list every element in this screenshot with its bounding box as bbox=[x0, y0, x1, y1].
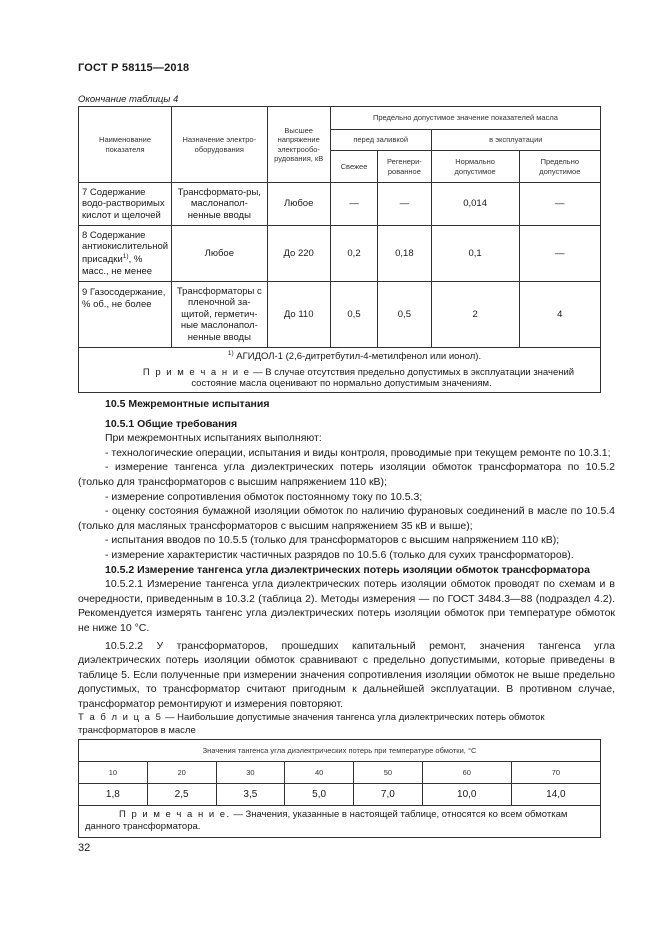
row-max: — bbox=[519, 226, 600, 282]
header-operation: в эксплуатации bbox=[431, 130, 600, 151]
table5-caption-label: Т а б л и ц а 5 bbox=[78, 712, 163, 723]
header-limit: Предельно допустимое значение показателей масла bbox=[330, 107, 600, 130]
list-item: - измерение характеристик частичных разрядов по 10.5.6 (только для сухих трансформаторов). bbox=[105, 548, 574, 561]
table5-caption bbox=[78, 712, 615, 737]
body-text bbox=[78, 397, 615, 711]
row-max: — bbox=[519, 183, 600, 226]
value-cell: 2,5 bbox=[147, 784, 216, 806]
row-max: 4 bbox=[519, 282, 600, 348]
row-purpose: Любое bbox=[172, 226, 267, 282]
value-cell: 1,8 bbox=[79, 784, 148, 806]
row-name bbox=[79, 226, 172, 282]
row-regen: 0,5 bbox=[378, 282, 431, 348]
page-number: 32 bbox=[78, 842, 91, 854]
paragraph: При межремонтных испытаниях выполняют: bbox=[105, 432, 322, 445]
row-regen: 0,18 bbox=[378, 226, 431, 282]
temp-cell: 70 bbox=[511, 762, 600, 784]
list-item: - измерение сопротивления обмоток постоянному току по 10.5.3; bbox=[105, 490, 423, 503]
subsection-heading: 10.5.1 Общие требования bbox=[105, 417, 238, 430]
value-cell: 5,0 bbox=[285, 784, 354, 806]
row-purpose: Трансформато-ры, маслонапол-ненные вводы bbox=[172, 183, 267, 226]
header-before: перед заливкой bbox=[330, 130, 431, 151]
table-4 bbox=[78, 106, 601, 393]
header-regen: Регенери-рованное bbox=[378, 151, 431, 183]
paragraph: 10.5.2.1 Измерение тангенса угла диэлектрических потерь изоляции обмоток проводят по схемам и в очередности, приведенным в 10.3.2 (таблица 2). Методы измерения — по ГОСТ 3484.3—88 (подраздел 4.2). Рекомендуется измерять тангенс угла диэлектрических потерь изоляции обмоток при температуре обмоток не ниже 10 °С. bbox=[78, 578, 615, 634]
temp-cell: 40 bbox=[285, 762, 354, 784]
value-cell: 7,0 bbox=[354, 784, 423, 806]
row-fresh: — bbox=[330, 183, 377, 226]
header-fresh: Свежее bbox=[330, 151, 377, 183]
value-cell: 14,0 bbox=[511, 784, 600, 806]
row-voltage: До 110 bbox=[267, 282, 330, 348]
footnote-mark: 1) bbox=[227, 350, 234, 357]
section-heading: 10.5 Межремонтные испытания bbox=[105, 398, 270, 410]
header-max: Предельно допустимое bbox=[519, 151, 600, 183]
table-row bbox=[79, 183, 601, 226]
table5-header: Значения тангенса угла диэлектрических потерь при температуре обмотки, °С bbox=[79, 740, 601, 762]
row-voltage: До 220 bbox=[267, 226, 330, 282]
row-normal: 2 bbox=[431, 282, 519, 348]
note-text: — В случае отсутствия предельно допустимых в эксплуатации значений состояние масла оценивают по нормально допустимым значениям. bbox=[191, 366, 575, 390]
list-item: - технологические операции, испытания и виды контроля, проводимые при текущем ремонте по 10.3.1; bbox=[105, 446, 611, 459]
header-voltage: Высшее напряжение электрообо-рудования, кВ bbox=[267, 107, 330, 183]
header-purpose: Назначение электро-оборудования bbox=[172, 107, 267, 183]
table-note bbox=[79, 365, 601, 393]
row-name: 9 Газосодержание, % об., не более bbox=[79, 282, 172, 348]
row-regen: — bbox=[378, 183, 431, 226]
footnote-mark: 1) bbox=[122, 252, 129, 260]
row-fresh: 0,5 bbox=[330, 282, 377, 348]
table-row bbox=[79, 226, 601, 282]
row-normal: 0,014 bbox=[431, 183, 519, 226]
value-cell: 3,5 bbox=[216, 784, 285, 806]
row-name: 7 Содержание водо-растворимых кислот и щелочей bbox=[79, 183, 172, 226]
paragraph: 10.5.2.2 У трансформаторов, прошедших капитальный ремонт, значения тангенса угла диэлектрических потерь изоляции обмоток сравнивают с предельно допустимыми, которые приведены в таблице 5. Если полученные при измерении значения сопротивления изоляции обмоток не выше предельно допустимых, то трансформатор считают пригодным к дальнейшей эксплуатации. В противном случае, трансформатор ремонтируют и измерения повторяют. bbox=[78, 639, 615, 710]
row-purpose: Трансформаторы с пленочной за-щитой, герметич-ные маслонапол-ненные вводы bbox=[172, 282, 267, 348]
table-footnote bbox=[79, 348, 601, 365]
row-name-part: 8 Содержание антиокислительной присадки bbox=[82, 229, 169, 266]
table-caption: Окончание таблицы 4 bbox=[78, 94, 179, 105]
temp-cell: 50 bbox=[354, 762, 423, 784]
table-row bbox=[79, 282, 601, 348]
note-text: — Значения, указанные в настоящей таблице, относятся ко всем обмоткам данного трансформатора. bbox=[85, 809, 568, 833]
table5-values-row bbox=[79, 784, 601, 806]
list-item: - измерение тангенса угла диэлектрических потерь изоляции обмоток трансформатора по 10.5.2 (только для трансформаторов с высшим напряжением 110 кВ); bbox=[78, 461, 615, 488]
header-name: Наименование показателя bbox=[79, 107, 172, 183]
header-normal: Нормально допустимое bbox=[431, 151, 519, 183]
footnote-text: АГИДОЛ-1 (2,6-дитретбутил-4-метилфенол или ионол). bbox=[233, 351, 482, 363]
temp-cell: 30 bbox=[216, 762, 285, 784]
row-fresh: 0,2 bbox=[330, 226, 377, 282]
row-voltage: Любое bbox=[267, 183, 330, 226]
document-header: ГОСТ Р 58115—2018 bbox=[78, 62, 190, 74]
table5-caption-text: — Наибольшие допустимые значения тангенса угла диэлектрических потерь обмоток трансформаторов в масле bbox=[78, 712, 545, 736]
row-name-part: , % масс., не менее bbox=[82, 254, 153, 277]
note-label: П р и м е ч а н и е bbox=[142, 366, 251, 378]
row-normal: 0,1 bbox=[431, 226, 519, 282]
temp-cell: 10 bbox=[79, 762, 148, 784]
value-cell: 10,0 bbox=[422, 784, 511, 806]
temp-cell: 20 bbox=[147, 762, 216, 784]
temp-cell: 60 bbox=[422, 762, 511, 784]
list-item: - испытания вводов по 10.5.5 (только для трансформаторов с высшим напряжением 110 кВ); bbox=[105, 534, 560, 547]
table-5 bbox=[78, 739, 601, 838]
list-item: - оценку состояния бумажной изоляции обмоток по наличию фурановых соединений в масле по 10.5.4 (только для масляных трансформаторов с высшим напряжением 35 кВ и выше); bbox=[78, 505, 615, 532]
note-label: П р и м е ч а н и е. bbox=[119, 809, 231, 820]
table5-temps-row bbox=[79, 762, 601, 784]
table5-note bbox=[79, 806, 601, 838]
subsection-heading: 10.5.2 Измерение тангенса угла диэлектрических потерь изоляции обмоток трансформатора bbox=[105, 563, 590, 576]
